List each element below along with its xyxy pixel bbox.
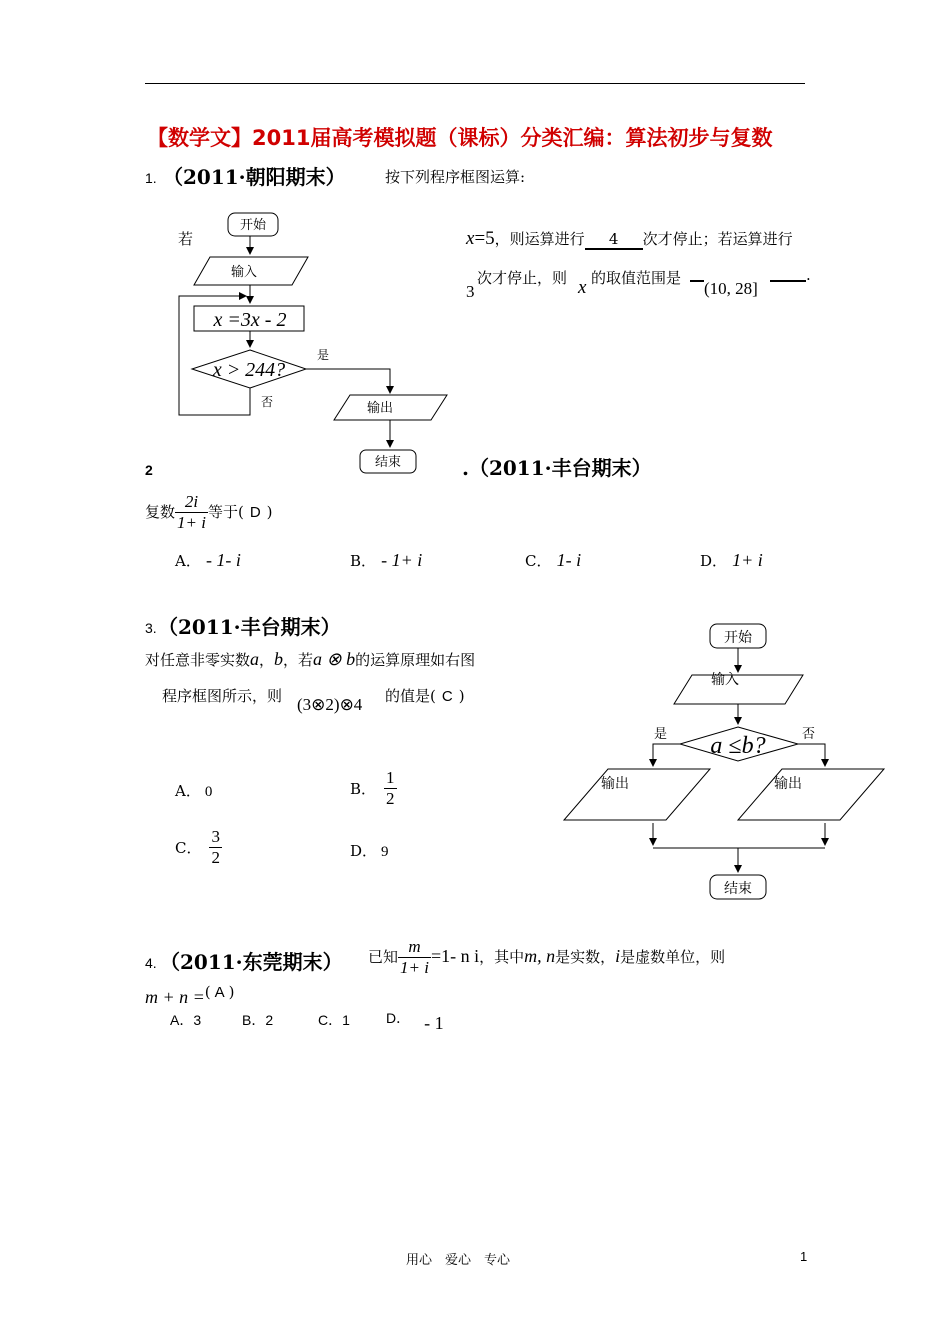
- q4-text-2: 是实数，: [555, 948, 616, 966]
- flow2-output-left-label: 输出: [601, 776, 629, 792]
- flow1-no-label: 否: [261, 395, 274, 409]
- q1-answer-2: (10, 28]: [704, 279, 758, 298]
- q3-line1-a: 对任意非零实数: [145, 651, 251, 669]
- q3-option-a-label: A．: [175, 782, 201, 800]
- q3-option-c-num: 3: [211, 827, 220, 846]
- q4-source: （2011·东莞期末）: [160, 950, 343, 974]
- q2-option-a-label: A．: [175, 552, 201, 570]
- q2-frac-den: 1+ i: [177, 513, 206, 532]
- q1-end-dot: .: [806, 266, 811, 284]
- q4-option-a-value: 3: [193, 1012, 202, 1028]
- q3-close: ): [458, 687, 465, 705]
- q4-option-d-value: - 1: [424, 1013, 444, 1033]
- q4-option-a-label: A．: [170, 1012, 194, 1028]
- q2-close: ): [266, 503, 273, 521]
- q2-stem: [145, 492, 273, 533]
- q3-option-b-den: 2: [386, 789, 395, 808]
- flow2-output-right-label: 输出: [774, 776, 802, 792]
- flow2-output-left-box: [564, 769, 710, 820]
- q4-answer-open: (: [204, 983, 211, 1001]
- flow1-output-label: 输出: [366, 401, 394, 416]
- q4-text-3: 是虚数单位，则: [620, 948, 726, 966]
- q3-option-c-den: 2: [211, 848, 220, 867]
- flow2-output-right-box: [738, 769, 884, 820]
- flowchart-1: [170, 205, 460, 480]
- q4-pre: 已知: [368, 948, 399, 966]
- q2-post: 等于(: [207, 503, 244, 521]
- q3-var-a: a: [250, 649, 260, 669]
- q2-number: 2: [145, 462, 153, 478]
- q4-frac-num: m: [398, 937, 431, 958]
- q1-number: 1.: [145, 170, 157, 186]
- q3-line1-b: ，若: [283, 651, 314, 669]
- q4-option-d: [386, 1008, 444, 1034]
- q3-answer: C: [441, 688, 453, 705]
- q1-blank-tail: [770, 280, 806, 282]
- flow1-end-label: 结束: [374, 455, 402, 470]
- q1-text-2: 次才停止；若运算进行: [642, 230, 793, 248]
- q3-line1-c: 的运算原理如右图: [355, 651, 476, 669]
- q2-option-a-value: - 1- i: [205, 550, 241, 570]
- q4-answer-line: [145, 983, 235, 1008]
- q1-x: x: [466, 228, 475, 249]
- flow1-yes-label: 是: [317, 348, 330, 362]
- q4-frac-den: 1+ i: [400, 958, 429, 977]
- flow1-input-label: 输入: [230, 265, 258, 280]
- flow2-start-label: 开始: [724, 630, 752, 646]
- q3-line2-a: 程序框图所示，则: [162, 687, 283, 705]
- q2-option-a: [175, 550, 241, 571]
- q3-line2-b: 的值是(: [385, 687, 436, 705]
- flow1-start-label: 开始: [239, 218, 267, 233]
- q2-option-d-value: 1+ i: [732, 550, 763, 570]
- q3-option-b-num: 1: [386, 768, 395, 787]
- q2-source: .（2011·丰台期末）: [462, 456, 652, 480]
- flow2-yes-label: 是: [654, 727, 668, 742]
- q3-operator: a ⊗ b: [313, 649, 356, 669]
- q1-x-value: =5: [474, 228, 495, 249]
- q4-option-a: [170, 1010, 201, 1030]
- q3-source: （2011·丰台期末）: [158, 615, 341, 639]
- q4-text-1: ，其中: [479, 948, 525, 966]
- q4-option-b-value: 2: [265, 1012, 274, 1028]
- q4-option-b-label: B．: [242, 1012, 266, 1028]
- q1-x-2: x: [578, 277, 587, 298]
- q3-option-d-value: 9: [381, 844, 389, 860]
- q1-blank-lead: [690, 280, 704, 282]
- q3-line2-tail: [385, 685, 465, 706]
- q2-option-c: [525, 550, 581, 571]
- q2-frac-num: 2i: [175, 492, 208, 513]
- q1-text-3: 次才停止，则: [477, 269, 568, 287]
- q4-m-plus-n: m + n =: [145, 987, 205, 1007]
- flow2-no-label: 否: [802, 727, 816, 742]
- q4-i: i: [615, 946, 621, 966]
- footer-motto: 用心 爱心 专心: [406, 1253, 511, 1268]
- q4-answer: A: [214, 984, 225, 1001]
- q3-option-b: [350, 768, 397, 809]
- q4-option-c-label: C．: [318, 1012, 343, 1028]
- q3-number: 3.: [145, 620, 157, 636]
- flow1-process-label: x =3x - 2: [213, 309, 287, 331]
- flow2-end-label: 结束: [724, 881, 752, 897]
- q4-answer-close: ): [228, 983, 235, 1001]
- q2-option-d-label: D．: [700, 552, 728, 570]
- q2-option-c-label: C．: [525, 552, 552, 570]
- flow1-decision-label: x > 244?: [212, 359, 286, 381]
- q3-option-c-label: C．: [175, 839, 202, 857]
- q1-ruo: 若: [178, 230, 194, 248]
- q3-expression: (3⊗2)⊗4: [297, 695, 363, 714]
- q2-pre: 复数: [145, 503, 176, 521]
- q4-equation: =1- n i: [430, 946, 480, 966]
- q2-option-b-label: B．: [350, 552, 377, 570]
- flow2-input-label: 输入: [711, 672, 739, 688]
- header-rule: [145, 83, 805, 84]
- q4-option-c-value: 1: [342, 1012, 350, 1028]
- q2-option-c-value: 1- i: [556, 550, 582, 570]
- q2-option-b-value: - 1+ i: [381, 550, 423, 570]
- q3-var-b: b: [274, 649, 284, 669]
- q2-option-d: [700, 550, 763, 571]
- q4-stem: [368, 937, 725, 978]
- q1-text-1: ，则运算进行: [494, 230, 585, 248]
- q4-option-b: [242, 1010, 273, 1030]
- q1-text: 按下列程序框图运算:: [385, 168, 526, 186]
- q1-text-4: 的取值范围是: [591, 269, 682, 287]
- q3-option-b-label: B．: [350, 780, 377, 798]
- page-number: 1: [800, 1249, 808, 1264]
- q1-three: 3: [466, 282, 475, 301]
- q1-source: （2011·朝阳期末）: [163, 165, 346, 189]
- q4-option-d-label: D．: [386, 1010, 411, 1026]
- q4-number: 4.: [145, 955, 157, 971]
- q3-option-a: [175, 780, 212, 801]
- document-title: 【数学文】2011届高考模拟题（课标）分类汇编：算法初步与复数: [147, 126, 773, 150]
- q4-option-c: [318, 1010, 350, 1030]
- q3-option-d: [350, 840, 389, 861]
- q1-line1: [466, 228, 793, 250]
- q2-answer: D: [249, 504, 261, 521]
- flowchart-2: [560, 618, 890, 903]
- q4-mn: m, n: [524, 946, 556, 966]
- q3-option-c: [175, 827, 222, 868]
- q3-comma: ，: [259, 651, 275, 669]
- q2-option-b: [350, 550, 422, 571]
- q3-line1: [145, 649, 475, 670]
- flow2-decision-label: a ≤b?: [710, 733, 766, 759]
- q3-option-d-label: D．: [350, 842, 378, 860]
- q3-option-a-value: 0: [204, 784, 213, 800]
- q1-answer-1: 4: [585, 230, 643, 250]
